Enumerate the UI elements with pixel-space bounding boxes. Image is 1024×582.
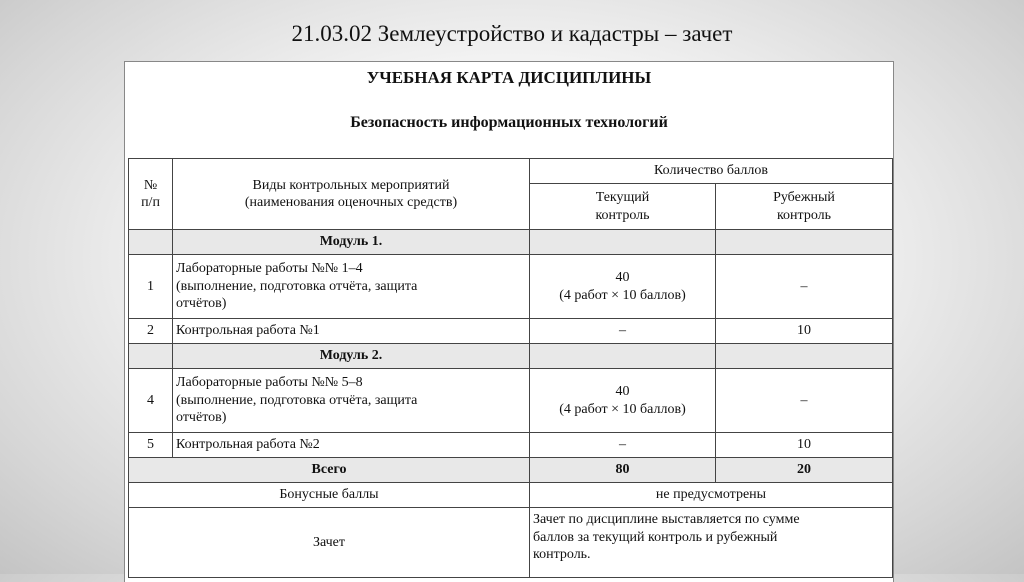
- row-final-points: 10: [716, 433, 893, 458]
- table-row: [129, 433, 893, 458]
- header-number: № п/п: [129, 159, 173, 230]
- row-final-points: –: [716, 369, 893, 433]
- course-card-table: [128, 158, 893, 578]
- empty-cell: [716, 344, 893, 369]
- empty-cell: [530, 230, 716, 255]
- row-activity: Контрольная работа №1: [173, 319, 530, 344]
- header-activity-types: Виды контрольных мероприятий (наименования оценочных средств): [173, 159, 530, 230]
- bonus-value: не предусмотрены: [530, 483, 893, 508]
- row-number: 2: [129, 319, 173, 344]
- module-row: [129, 230, 893, 255]
- credit-row: [129, 508, 893, 578]
- row-number: 4: [129, 369, 173, 433]
- header-points: Количество баллов: [530, 159, 893, 184]
- row-current-points: –: [530, 319, 716, 344]
- empty-cell: [129, 344, 173, 369]
- table-header-row: [129, 159, 893, 184]
- discipline-name: Безопасность информационных технологий: [350, 114, 668, 131]
- bonus-row: [129, 483, 893, 508]
- total-label: Всего: [129, 458, 530, 483]
- header-final-control: Рубежный контроль: [716, 184, 893, 230]
- module-title: Модуль 1.: [173, 230, 530, 255]
- module-row: [129, 344, 893, 369]
- table-row: [129, 319, 893, 344]
- row-number: 5: [129, 433, 173, 458]
- empty-cell: [129, 230, 173, 255]
- row-current-points: 40 (4 работ × 10 баллов): [530, 255, 716, 319]
- row-current-points: –: [530, 433, 716, 458]
- bonus-label: Бонусные баллы: [129, 483, 530, 508]
- module-title: Модуль 2.: [173, 344, 530, 369]
- empty-cell: [716, 230, 893, 255]
- row-current-points: 40 (4 работ × 10 баллов): [530, 369, 716, 433]
- total-current: 80: [530, 458, 716, 483]
- total-final: 20: [716, 458, 893, 483]
- slide-title: 21.03.02 Землеустройство и кадастры – зачет: [291, 21, 733, 46]
- table-row: [129, 255, 893, 319]
- row-activity: Контрольная работа №2: [173, 433, 530, 458]
- empty-cell: [530, 344, 716, 369]
- header-current-control: Текущий контроль: [530, 184, 716, 230]
- table-row: [129, 369, 893, 433]
- row-final-points: 10: [716, 319, 893, 344]
- row-number: 1: [129, 255, 173, 319]
- credit-rule: Зачет по дисциплине выставляется по сумме баллов за текущий контроль и рубежный контроль.: [530, 508, 893, 578]
- row-final-points: –: [716, 255, 893, 319]
- row-activity: Лабораторные работы №№ 5–8 (выполнение, подготовка отчёта, защита отчётов): [173, 369, 530, 433]
- document-page: [124, 61, 894, 582]
- credit-label: Зачет: [129, 508, 530, 578]
- total-row: [129, 458, 893, 483]
- row-activity: Лабораторные работы №№ 1–4 (выполнение, подготовка отчёта, защита отчётов): [173, 255, 530, 319]
- document-heading: УЧЕБНАЯ КАРТА ДИСЦИПЛИНЫ: [366, 68, 652, 87]
